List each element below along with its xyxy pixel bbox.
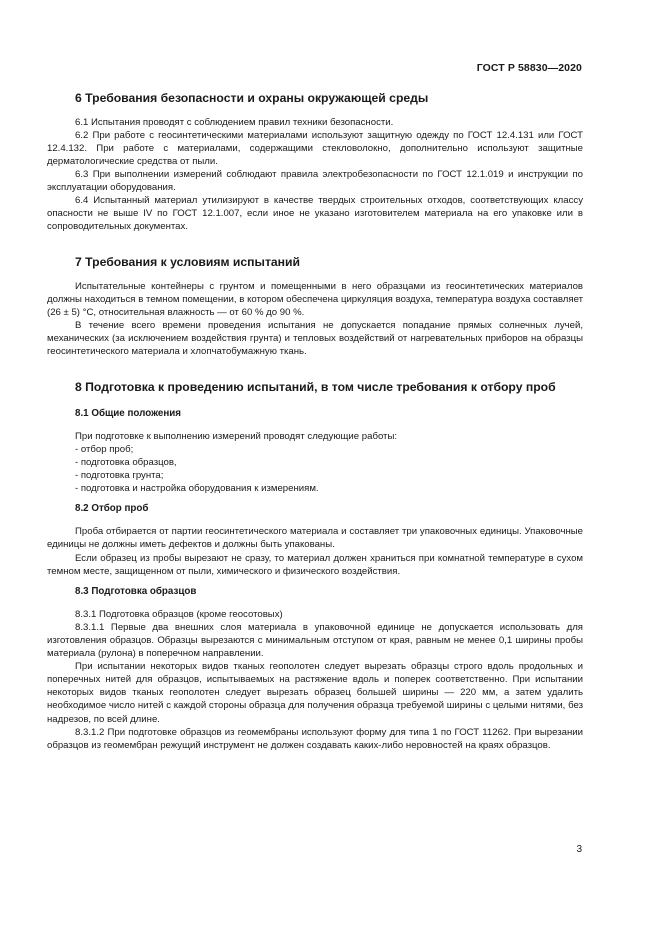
section-6-title: 6 Требования безопасности и охраны окружающей среды [75,91,429,105]
subsection-8-1-title: 8.1 Общие положения [75,407,182,419]
paragraph-6-2: 6.2 При работе с геосинтетическими материалами используют защитную одежду по ГОСТ 12.4.131 или ГОСТ 12.4.132. При работе с материалами, содержащими стекловолокно, дополнительно используют защитные дерматологические средства от пыли. [47,129,583,167]
list-item: - подготовка и настройка оборудования к измерениям. [75,483,319,495]
paragraph-8-3-1: 8.3.1 Подготовка образцов (кроме геосотовых) [75,608,283,620]
paragraph-6-3: 6.3 При выполнении измерений соблюдают правила электробезопасности по ГОСТ 12.1.019 и инструкции по эксплуатации оборудования. [47,168,583,193]
paragraph-8-3-1-2: 8.3.1.2 При подготовке образцов из геомембраны используют форму для типа 1 по ГОСТ 11262. При вырезании образцов из геомембран режущий инструмент не должен создавать каких-либо неровностей на краях образцов. [47,726,583,751]
list-item: - подготовка грунта; [75,470,164,482]
paragraph-8-1-intro: При подготовке к выполнению измерений проводят следующие работы: [75,430,398,442]
paragraph-8-3-1-1: 8.3.1.1 Первые два внешних слоя материала в упаковочной единице не допускается использовать для изготовления образцов. Образцы вырезаются с минимальным отступом от края, равным не менее 0,1 ширины пробы материала (рулона) в поперечном направлении. [47,621,583,660]
paragraph-7-1: Испытательные контейнеры с грунтом и помещенными в него образцами из геосинтетических материалов должны находиться в темном помещении, в котором обеспечена циркуляция воздуха, температура воздуха составляет (26 ± 5) °С, относительная влажность — от 60 % до 90 %. [47,280,583,319]
subsection-8-2-title: 8.2 Отбор проб [75,503,149,515]
subsection-8-3-title: 8.3 Подготовка образцов [75,585,197,597]
paragraph-6-1: 6.1 Испытания проводят с соблюдением правил техники безопасности. [75,116,394,128]
paragraph-7-2: В течение всего времени проведения испытания не допускается попадание прямых солнечных лучей, механических (за исключением воздействия грунта) и тепловых воздействий от нагревательных приборов на образцы геосинтетического материала и хлопчатобумажную ткань. [47,320,583,358]
list-item: - подготовка образцов, [75,457,177,469]
section-8-title: 8 Подготовка к проведению испытаний, в том числе требования к отбору проб [75,380,556,395]
paragraph-8-2-2: Если образец из пробы вырезают не сразу, то материал должен храниться при комнатной температуре в сухом темном месте, защищенном от пыли, химического и физического воздействия. [47,552,583,577]
paragraph-8-3-1-1-cont: При испытании некоторых видов тканых геополотен следует вырезать образцы строго вдоль продольных и поперечных нитей для образцов, испытываемых на растяжение вдоль и поперек соответственно. При испытании некоторых видов тканых геополотен следует вырезать образец большей ширины — 220 мм, а затем удалить необходимое число нитей с каждой стороны образца для получения образца требуемой ширины с целыми нитями, без надрезов, по всей длине. [47,661,583,725]
section-7-title: 7 Требования к условиям испытаний [75,255,301,270]
list-item: - отбор проб; [75,444,134,455]
paragraph-6-4: 6.4 Испытанный материал утилизируют в качестве твердых строительных отходов, соответствующих классу опасности не выше IV по ГОСТ 12.1.007, если иное не указано изготовителем материала на его упаковке или в сопроводительных документах. [47,195,583,233]
paragraph-8-2-1: Проба отбирается от партии геосинтетического материала и составляет три упаковочных единицы. Упаковочные единицы не должны иметь дефектов и должны быть упакованы. [47,526,583,551]
work-list [47,443,583,495]
document-code: ГОСТ Р 58830—2020 [476,62,582,74]
page-number: 3 [576,844,582,855]
page-content [47,91,583,752]
